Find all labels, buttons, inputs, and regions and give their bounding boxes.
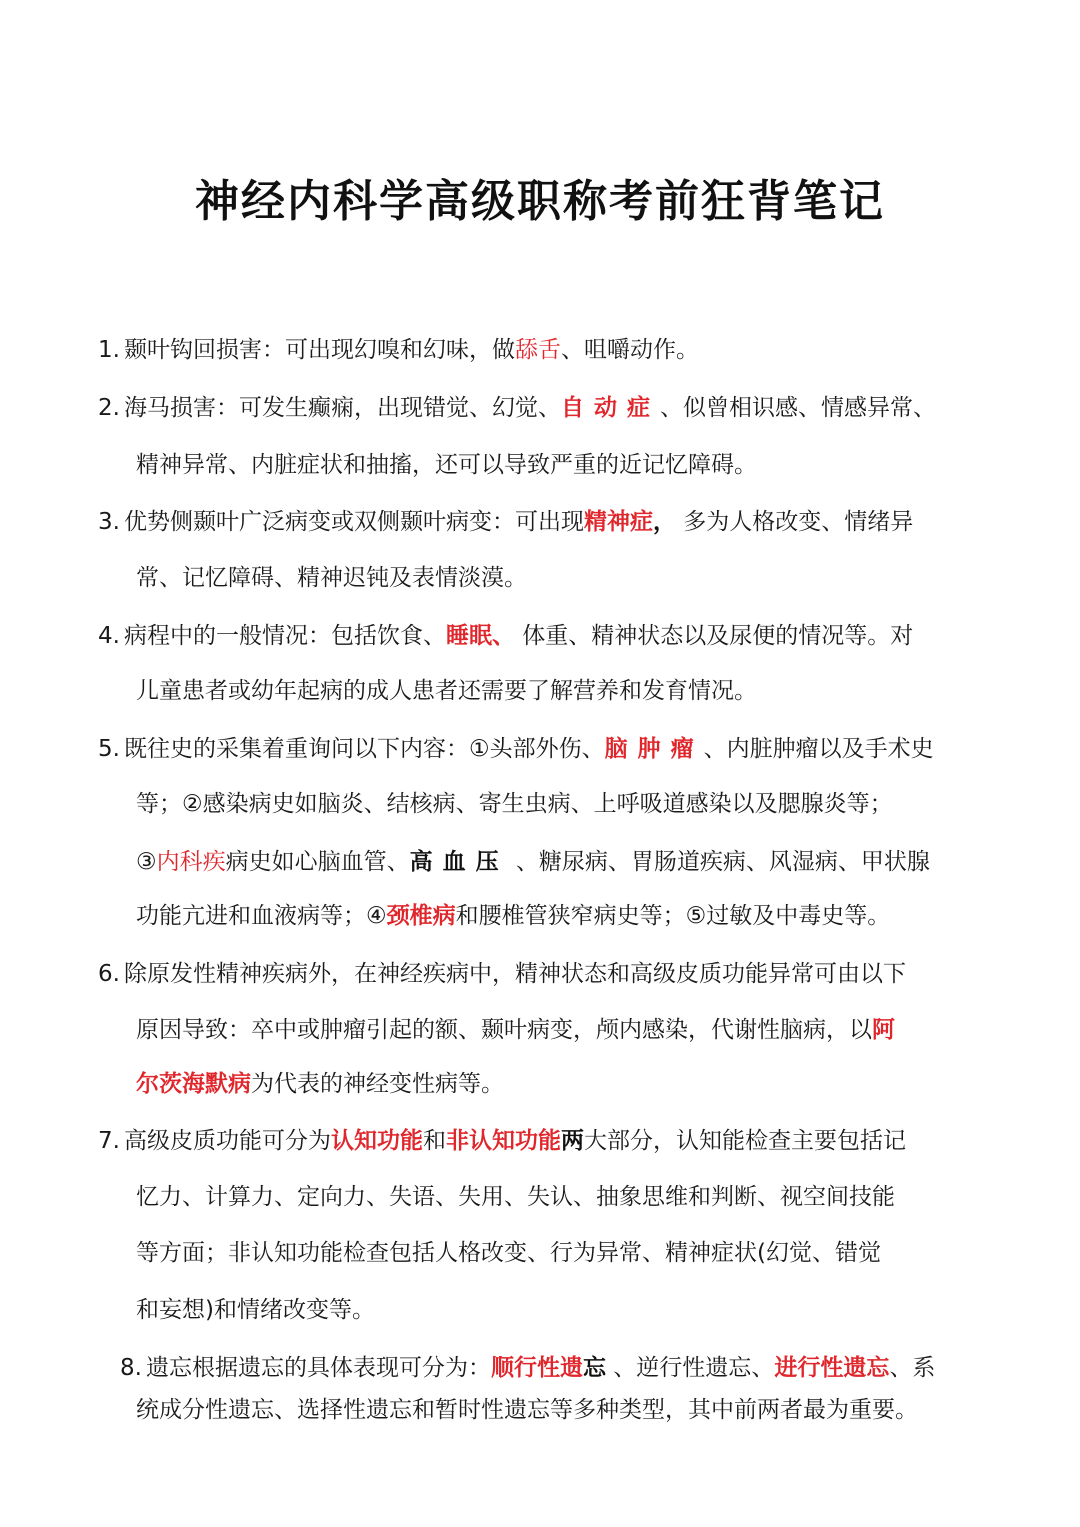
note-text: 、糖尿病、胃肠道疾病、风湿病、甲状腺	[508, 849, 930, 875]
highlighted-term: 高血压	[409, 849, 509, 875]
note-text: 忆力、计算力、定向力、失语、失用、失认、抽象思维和判断、视空间技能	[136, 1184, 895, 1210]
item-number: 5.	[98, 736, 120, 762]
note-line	[98, 729, 934, 769]
note-text: 和腰椎管狭窄病史等；⑤过敏及中毒史等。	[455, 903, 891, 929]
note-line	[136, 1390, 918, 1430]
note-line	[98, 388, 936, 428]
item-number: 2.	[98, 395, 120, 421]
note-line	[98, 616, 913, 656]
highlighted-term: 舔舌	[515, 337, 561, 363]
note-line	[136, 784, 893, 824]
highlighted-term: 自动症	[561, 395, 660, 421]
item-number: 3.	[98, 509, 120, 535]
item-number: 4.	[98, 623, 120, 649]
note-text: 颞叶钩回损害：可出现幻嗅和幻味，做	[124, 337, 515, 363]
note-line	[136, 1233, 881, 1273]
note-text: 海马损害：可发生癫痫，出现错觉、幻觉、	[124, 395, 561, 421]
note-text: 、内脏肿瘤以及手术史	[703, 736, 934, 762]
item-number: 1.	[98, 337, 120, 363]
note-line	[136, 558, 527, 598]
note-text: 、逆行性遗忘、	[606, 1355, 775, 1381]
note-text: 和妄想)和情绪改变等。	[136, 1297, 375, 1323]
note-line	[136, 842, 930, 882]
note-text: 和	[423, 1128, 446, 1154]
highlighted-term: 颈椎病	[386, 903, 456, 929]
note-text: 既往史的采集着重询问以下内容：①头部外伤、	[124, 736, 605, 762]
highlighted-term: 内科疾	[156, 849, 226, 875]
note-line	[120, 1348, 935, 1388]
highlighted-term: ，	[653, 509, 676, 535]
note-text: 精神异常、内脏症状和抽搐，还可以导致严重的近记忆障碍。	[136, 452, 757, 478]
note-line	[136, 1010, 895, 1050]
note-text: 等；②感染病史如脑炎、结核病、寄生虫病、上呼吸道感染以及腮腺炎等；	[136, 791, 893, 817]
note-text: 功能亢进和血液病等；④	[136, 903, 387, 929]
item-number: 7.	[98, 1128, 120, 1154]
note-line	[98, 502, 913, 542]
highlighted-term: 非认知功能	[446, 1128, 561, 1154]
note-text: 等方面；非认知功能检查包括人格改变、行为异常、精神症状(幻觉、错觉	[136, 1240, 881, 1266]
note-text: 体重、精神状态以及尿便的情况等。对	[515, 623, 914, 649]
note-line	[98, 1121, 906, 1161]
highlighted-term: 睡眠、	[446, 623, 515, 649]
note-text: 多为人格改变、情绪异	[676, 509, 914, 535]
note-line	[98, 330, 699, 370]
document-title: 神经内科学高级职称考前狂背笔记	[195, 176, 885, 227]
note-text: 儿童患者或幼年起病的成人患者还需要了解营养和发育情况。	[136, 678, 757, 704]
note-text: 病史如心脑血管、	[225, 849, 410, 875]
note-text: 高级皮质功能可分为	[124, 1128, 331, 1154]
note-text: 统成分性遗忘、选择性遗忘和暂时性遗忘等多种类型，其中前两者最为重要。	[136, 1397, 918, 1423]
item-number: 8.	[120, 1355, 142, 1381]
note-text: 原因导致：卒中或肿瘤引起的额、颞叶病变，颅内感染，代谢性脑病，以	[136, 1017, 872, 1043]
note-text: 、咀嚼动作。	[561, 337, 699, 363]
highlighted-term: 进行性遗忘	[774, 1355, 890, 1381]
highlighted-term: 精神症	[584, 509, 653, 535]
highlighted-term: 阿	[872, 1017, 895, 1043]
note-line	[136, 1290, 375, 1330]
note-text: ③	[136, 849, 157, 875]
note-line	[136, 671, 757, 711]
note-text: 病程中的一般情况：包括饮食、	[124, 623, 446, 649]
note-line	[136, 896, 890, 936]
note-text: 、系	[889, 1355, 936, 1381]
item-number: 6.	[98, 961, 120, 987]
note-text: 大部分，认知能检查主要包括记	[584, 1128, 906, 1154]
highlighted-term: 尔茨海默病	[136, 1071, 251, 1097]
highlighted-term: 顺行性遗	[491, 1355, 583, 1381]
note-text: 为代表的神经变性病等。	[251, 1071, 504, 1097]
note-text: 、似曾相识感、情感异常、	[660, 395, 936, 421]
note-line	[136, 1177, 895, 1217]
highlighted-term: 脑肿瘤	[604, 736, 704, 762]
note-text: 常、记忆障碍、精神迟钝及表情淡漠。	[136, 565, 527, 591]
note-text: 除原发性精神疾病外，在神经疾病中，精神状态和高级皮质功能异常可由以下	[124, 961, 906, 987]
note-text: 遗忘根据遗忘的具体表现可分为：	[146, 1355, 491, 1381]
highlighted-term: 忘	[583, 1355, 606, 1381]
note-line	[98, 954, 906, 994]
note-line	[136, 1064, 504, 1104]
highlighted-term: 认知功能	[331, 1128, 423, 1154]
note-line	[136, 445, 757, 485]
highlighted-term: 两	[561, 1128, 584, 1154]
note-text: 优势侧颞叶广泛病变或双侧颞叶病变：可出现	[124, 509, 584, 535]
